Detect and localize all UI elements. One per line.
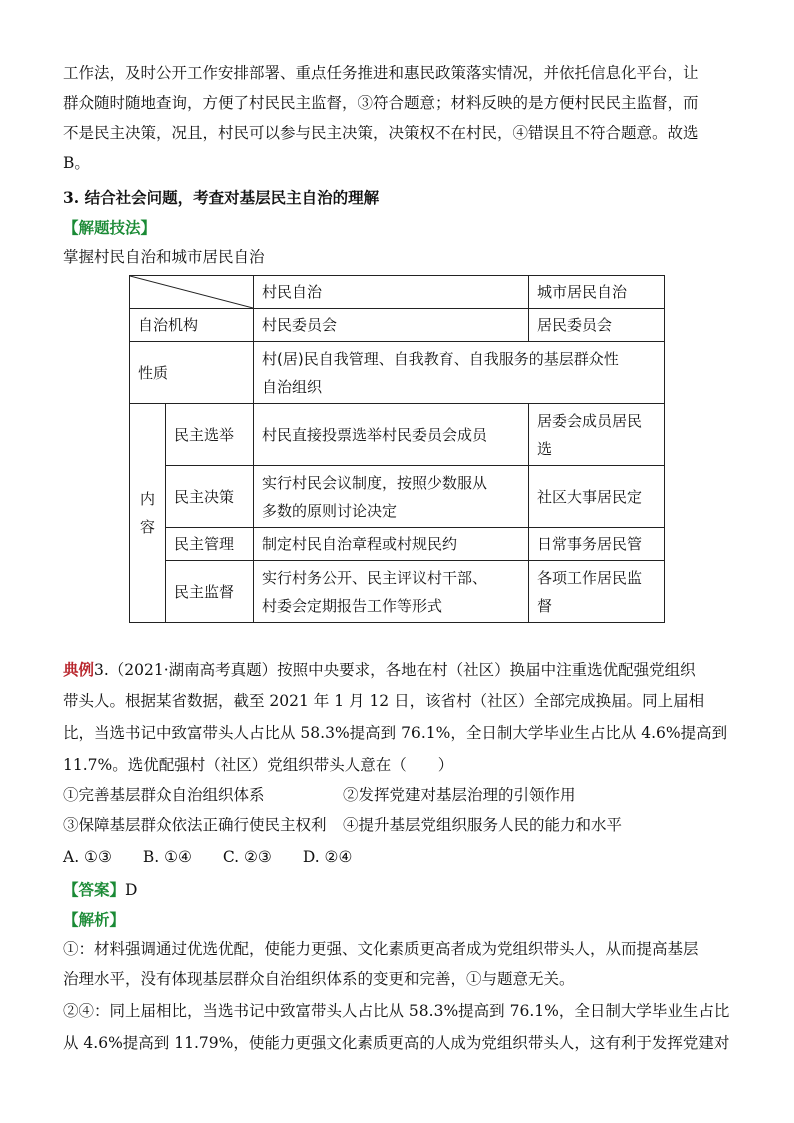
option-3: ③保障基层群众依法正确行使民主权利 bbox=[63, 816, 327, 834]
header-village: 村民自治 bbox=[254, 276, 529, 309]
intro-line-1: 工作法，及时公开工作安排部署、重点任务推进和惠民政策落实情况，并依托信息化平台，让 bbox=[63, 64, 699, 82]
autonomy-comparison-table bbox=[129, 275, 665, 623]
row-village-line-2: 村委会定期报告工作等形式 bbox=[262, 596, 443, 615]
row-city-line-1: 居委会成员居民 bbox=[537, 411, 643, 430]
intro-line-3: 不是民主决策，况且，村民可以参与民主决策，决策权不在村民，④错误且不符合题意。故选 bbox=[63, 124, 699, 142]
example-line-3: 比，当选书记中致富带头人占比从 58.3%提高到 76.1%，全日制大学毕业生占比从 4.6%提高到 bbox=[63, 724, 728, 742]
nature-text-line-2: 自治组织 bbox=[262, 377, 323, 396]
analysis-line-2: 治理水平，没有体现基层群众自治组织体系的变更和完善，①与题意无关。 bbox=[63, 970, 575, 988]
content-label-char-1: 内 bbox=[139, 490, 155, 508]
row-village bbox=[254, 404, 529, 466]
content-label-char-2: 容 bbox=[139, 518, 155, 536]
nature-text-line-1: 村(居)民自我管理、自我教育、自我服务的基层群众性 bbox=[262, 349, 619, 368]
row-village bbox=[254, 466, 529, 528]
option-1: ①完善基层群众自治组织体系 bbox=[63, 786, 265, 804]
answer-choices: A. ①③ B. ①④ C. ②③ D. ②④ bbox=[63, 848, 353, 866]
option-2: ②发挥党建对基层治理的引领作用 bbox=[343, 786, 576, 804]
row-village-line-2: 多数的原则讨论决定 bbox=[262, 501, 398, 520]
row-org-city: 居民委员会 bbox=[529, 309, 665, 342]
row-city-line-2: 选 bbox=[537, 439, 553, 458]
analysis-line-1: ①：材料强调通过优选优配，使能力更强、文化素质更高者成为党组织带头人，从而提高基层 bbox=[63, 940, 699, 958]
row-org-label: 自治机构 bbox=[130, 309, 254, 342]
section-heading: 3. 结合社会问题，考查对基层民主自治的理解 bbox=[63, 188, 380, 207]
row-city bbox=[529, 466, 665, 528]
analysis-label: 【解析】 bbox=[63, 910, 126, 929]
diagonal-line bbox=[130, 276, 253, 308]
row-city-line-1: 各项工作居民监 bbox=[537, 568, 643, 587]
example-label: 典例 bbox=[63, 660, 95, 679]
option-row-1 bbox=[63, 781, 733, 810]
row-village-line-1: 制定村民自治章程或村规民约 bbox=[262, 535, 458, 553]
example-line-4: 11.7%。选优配强村（社区）党组织带头人意在（ ） bbox=[63, 756, 454, 774]
option-row-2 bbox=[63, 811, 733, 840]
row-city bbox=[529, 561, 665, 623]
row-city-line-2: 督 bbox=[537, 596, 553, 615]
option-4: ④提升基层党组织服务人民的能力和水平 bbox=[343, 816, 623, 834]
row-nature-label: 性质 bbox=[130, 342, 254, 404]
row-village-line-1: 村民直接投票选举村民委员会成员 bbox=[262, 425, 488, 444]
row-village-line-1: 实行村务公开、民主评议村干部、 bbox=[262, 568, 488, 587]
diagonal-header-cell bbox=[130, 276, 254, 309]
analysis-line-3: ②④：同上届相比，当选书记中致富带头人占比从 58.3%提高到 76.1%，全日制大学毕业生占比 bbox=[63, 1002, 730, 1020]
table-row bbox=[130, 466, 665, 528]
example-line-1 bbox=[63, 655, 733, 685]
row-village bbox=[254, 561, 529, 623]
row-village bbox=[254, 528, 529, 561]
example-line-2: 带头人。根据某省数据，截至 2021 年 1 月 12 日，该省村（社区）全部完成换届。同上届相 bbox=[63, 692, 705, 710]
intro-line-2: 群众随时随地查询，方便了村民民主监督，③符合题意；材料反映的是方便村民民主监督，而 bbox=[63, 94, 699, 112]
tip-label: 【解题技法】 bbox=[63, 218, 157, 237]
answer-label: 【答案】 bbox=[63, 880, 126, 899]
table-header-row bbox=[130, 276, 665, 309]
row-city bbox=[529, 404, 665, 466]
answer-value: D bbox=[125, 881, 138, 899]
table-row bbox=[130, 342, 665, 404]
row-label: 民主选举 bbox=[166, 404, 254, 466]
header-city: 城市居民自治 bbox=[529, 276, 665, 309]
row-city bbox=[529, 528, 665, 561]
row-village-line-1: 实行村民会议制度，按照少数服从 bbox=[262, 473, 488, 492]
row-label: 民主决策 bbox=[166, 466, 254, 528]
row-label: 民主监督 bbox=[166, 561, 254, 623]
table-row bbox=[130, 561, 665, 623]
row-city-line-1: 日常事务居民管 bbox=[537, 535, 643, 553]
table-row bbox=[130, 528, 665, 561]
table-row bbox=[130, 309, 665, 342]
example-text-1: 3.（2021·湖南高考真题）按照中央要求，各地在村（社区）换届中注重选优配强党组织 bbox=[94, 661, 696, 679]
tip-text: 掌握村民自治和城市居民自治 bbox=[63, 248, 265, 266]
table-row bbox=[130, 404, 665, 466]
row-city-line-1: 社区大事居民定 bbox=[537, 487, 643, 506]
row-org-village: 村民委员会 bbox=[254, 309, 529, 342]
intro-line-4: B。 bbox=[63, 154, 90, 172]
content-label-cell bbox=[130, 404, 166, 623]
row-label: 民主管理 bbox=[166, 528, 254, 561]
analysis-line-4: 从 4.6%提高到 11.79%，使能力更强文化素质更高的人成为党组织带头人，这有利于发挥党建对 bbox=[63, 1034, 730, 1052]
row-nature-text bbox=[254, 342, 665, 404]
answer-line bbox=[63, 875, 733, 905]
